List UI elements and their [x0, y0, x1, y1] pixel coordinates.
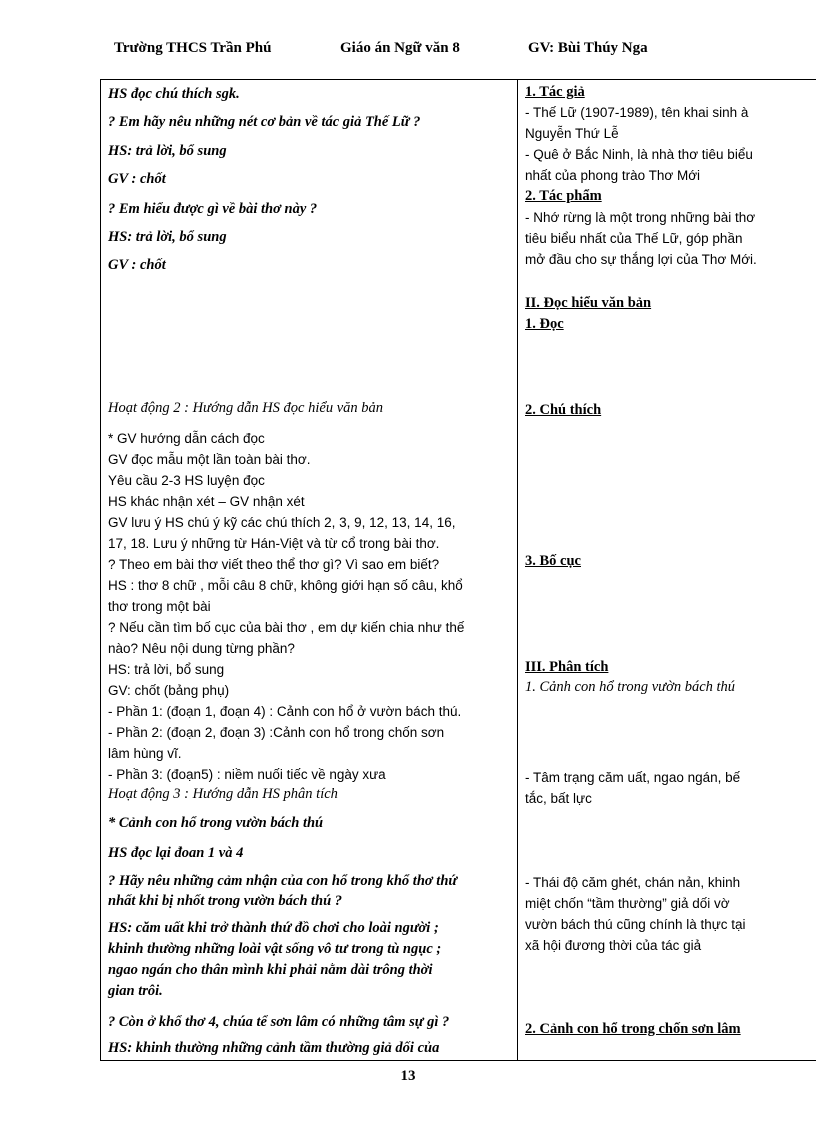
left-line: GV đọc mẫu một lần toàn bài thơ. — [108, 452, 311, 467]
right-line: - Nhớ rừng là một trong những bài thơ — [525, 210, 756, 225]
right-line: miệt chốn “tầm thường” giả dối vờ — [525, 896, 730, 911]
left-line: HS: trả lời, bổ sung — [108, 143, 227, 159]
section-heading: II. Đọc hiểu văn bản — [525, 295, 652, 311]
right-line: tắc, bất lực — [525, 791, 592, 806]
left-line: ? Hãy nêu những cảm nhận của con hổ trong khổ thơ thứ — [108, 873, 458, 889]
left-line: HS: trả lời, bổ sung — [108, 229, 227, 245]
left-line: ? Theo em bài thơ viết theo thể thơ gì? Vì sao em biết? — [108, 557, 440, 572]
left-line: khinh thường những loài vật sống vô tư trong tù ngục ; — [108, 941, 442, 957]
right-line: xã hội đương thời của tác giả — [525, 938, 702, 953]
header-school: Trường THCS Trần Phú — [114, 40, 272, 56]
left-line: HS : thơ 8 chữ , mỗi câu 8 chữ, không giới hạn số câu, khổ — [108, 578, 463, 593]
left-line: * GV hướng dẫn cách đọc — [108, 431, 265, 446]
left-line: gian trôi. — [108, 983, 163, 999]
section-heading: 2. Cảnh con hổ trong chốn sơn lâm — [525, 1021, 741, 1037]
left-line: Yêu cầu 2-3 HS luyện đọc — [108, 473, 265, 488]
left-line: - Phần 2: (đoạn 2, đoạn 3) :Cảnh con hổ trong chốn sơn — [108, 725, 445, 740]
left-line: thơ trong một bài — [108, 599, 211, 614]
left-line: ? Nếu cần tìm bố cục của bài thơ , em dự kiến chia như thế — [108, 620, 465, 635]
right-line: tiêu biểu nhất của Thế Lữ, góp phần — [525, 231, 743, 246]
left-line: - Phần 3: (đoạn5) : niềm nuối tiếc về ngày xưa — [108, 767, 386, 782]
right-line: - Thái độ căm ghét, chán nản, khinh — [525, 875, 741, 890]
section-heading: 1. Đọc — [525, 316, 564, 332]
left-line: lâm hùng vĩ. — [108, 746, 182, 761]
left-line: HS: căm uất khi trở thành thứ đồ chơi cho loài người ; — [108, 920, 439, 936]
left-line: HS: khinh thường những cảnh tầm thường giả dối của — [108, 1040, 440, 1056]
left-line: ? Em hãy nêu những nét cơ bản về tác giả Thế Lữ ? — [108, 114, 421, 130]
left-line: HS khác nhận xét – GV nhận xét — [108, 494, 305, 509]
section-heading: 1. Tác giả — [525, 84, 585, 100]
right-line: - Quê ở Bắc Ninh, là nhà thơ tiêu biểu — [525, 147, 753, 162]
page-number: 13 — [400, 1068, 416, 1084]
left-line: GV: chốt (bảng phụ) — [108, 683, 230, 698]
right-line: Nguyễn Thứ Lễ — [525, 126, 619, 141]
left-line: GV : chốt — [108, 171, 166, 187]
right-line: - Thế Lữ (1907-1989), tên khai sinh à — [525, 105, 749, 120]
right-line: nhất của phong trào Thơ Mới — [525, 168, 701, 183]
left-line: 17, 18. Lưu ý những từ Hán-Việt và từ cổ trong bài thơ. — [108, 536, 440, 551]
left-line: - Phần 1: (đoạn 1, đoạn 4) : Cảnh con hổ ở vườn bách thú. — [108, 704, 462, 719]
section-heading: 2. Tác phẩm — [525, 188, 602, 204]
left-line: HS đọc chú thích sgk. — [108, 86, 240, 102]
lesson-table — [100, 79, 816, 1061]
left-line: * Cảnh con hổ trong vườn bách thú — [108, 815, 324, 831]
left-line: ? Em hiểu được gì về bài thơ này ? — [108, 201, 318, 217]
left-line: GV : chốt — [108, 257, 166, 273]
left-line: HS đọc lại đoan 1 và 4 — [108, 845, 244, 861]
column-divider — [517, 80, 518, 1060]
left-line: ngao ngán cho thân mình khi phải nằm dài trông thời — [108, 962, 433, 978]
right-line: mở đầu cho sự thắng lợi của Thơ Mới. — [525, 252, 757, 267]
left-line: GV lưu ý HS chú ý kỹ các chú thích 2, 3, 9, 12, 13, 14, 16, — [108, 515, 456, 530]
right-line: - Tâm trạng căm uất, ngao ngán, bế — [525, 770, 741, 785]
activity-heading: Hoạt động 3 : Hướng dẫn HS phân tích — [108, 786, 338, 802]
section-heading: 3. Bố cục — [525, 553, 581, 569]
left-line: HS: trả lời, bổ sung — [108, 662, 225, 677]
section-heading: III. Phân tích — [525, 659, 609, 675]
section-heading: 2. Chú thích — [525, 402, 602, 418]
subsection-heading: 1. Cảnh con hổ trong vườn bách thú — [525, 679, 736, 695]
header-subject: Giáo án Ngữ văn 8 — [340, 40, 460, 56]
left-line: nào? Nêu nội dung từng phần? — [108, 641, 295, 656]
right-line: vườn bách thú cũng chính là thực tại — [525, 917, 746, 932]
header-teacher: GV: Bùi Thúy Nga — [528, 40, 648, 56]
left-line: ? Còn ở khổ thơ 4, chúa tể sơn lâm có những tâm sự gì ? — [108, 1014, 450, 1030]
left-line: nhất khi bị nhốt trong vườn bách thú ? — [108, 893, 343, 909]
activity-heading: Hoạt động 2 : Hướng dẫn HS đọc hiểu văn bản — [108, 400, 384, 416]
